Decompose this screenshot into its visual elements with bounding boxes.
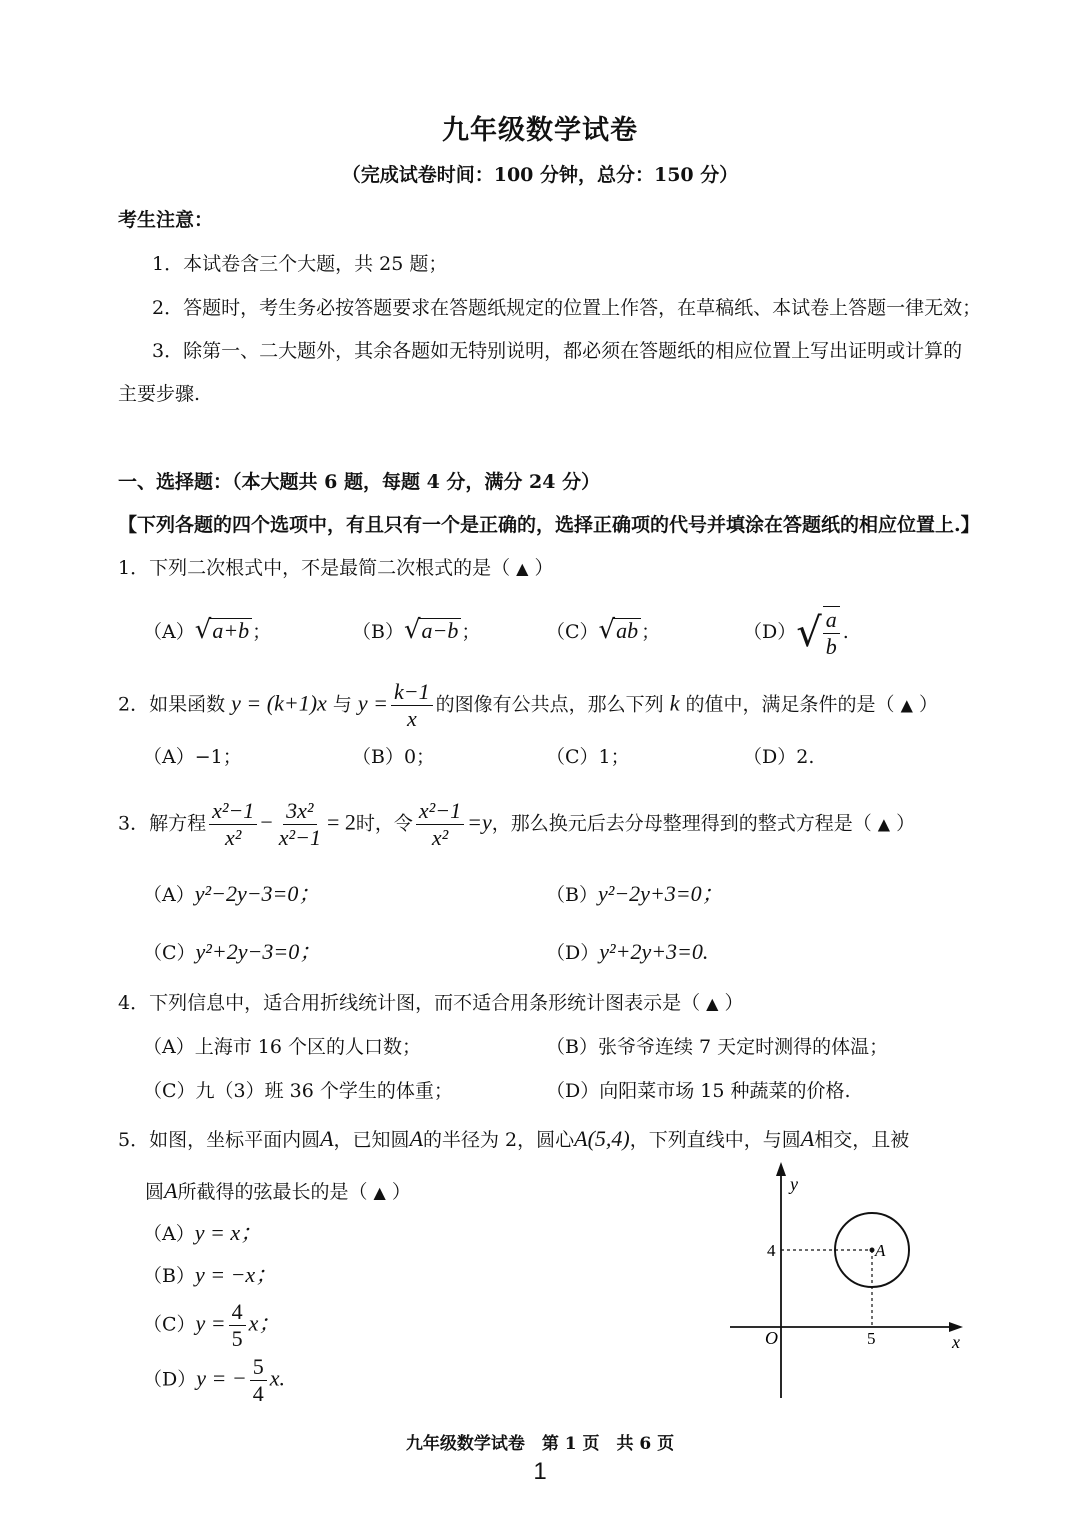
notice-heading: 考生注意： (118, 209, 214, 231)
q2-option-d: （D）2. (743, 746, 815, 768)
question-2-stem: 2．如果函数 y = (k+1)x 与 y = $\frac{k-1}{x}$ 的图像有公共点，那么下列 k 的值中，满足条件的是（ ▲ ） (118, 679, 938, 731)
q5-option-c: （C）y = $\frac{4}{5}$ x； (143, 1299, 281, 1351)
q3-option-d: （D）y²+2y+3=0. (546, 939, 709, 964)
q4-option-d: （D）向阳菜市场 15 种蔬菜的价格. (546, 1080, 851, 1102)
y-axis-label: y (790, 1174, 798, 1194)
coordinate-figure (725, 1160, 970, 1405)
notice-item-2: 2．答题时，考生务必按答题要求在答题纸规定的位置上作答，在草稿纸、本试卷上答题一律无效； (152, 297, 982, 319)
origin-label: O (765, 1328, 778, 1348)
q4-option-a: （A）上海市 16 个区的人口数； (143, 1036, 421, 1058)
y-tick-label: 4 (767, 1241, 776, 1260)
q2-option-a: （A）−1； (143, 746, 242, 768)
q4-option-b: （B）张爷爷连续 7 天定时测得的体温； (546, 1036, 889, 1058)
q1-option-a: （A）√a+b ； (143, 615, 272, 645)
q2-option-c: （C）1； (546, 746, 630, 768)
q1-option-d: （D）√ $\frac{a}{b}$ . (743, 607, 849, 659)
answer-mark: ▲ (877, 814, 891, 834)
q5-option-a: （A）y = x； (143, 1220, 263, 1245)
x-axis-arrow (949, 1322, 963, 1332)
q4-option-c: （C）九（3）班 36 个学生的体重； (143, 1080, 453, 1102)
answer-mark: ▲ (900, 695, 913, 715)
question-3-stem: 3．解方程 $\frac{\text{x²−1}}{\text{x²}}$ − $\frac{\text{3x²}}{\text{x²−1}}$ = 2时，令 $\frac{\text{x²−1}}{\text{x²}}$ =y，那么换元后去分母整理得到的整式方程是（ ▲ ） (118, 798, 916, 850)
answer-mark: ▲ (516, 559, 529, 578)
question-1-stem: 1．下列二次根式中，不是最简二次根式的是（ ▲ ） (118, 557, 554, 579)
q1-option-b: （B）√a−b ； (352, 615, 481, 645)
question-5-stem-line2: 圆A所截得的弦最长的是（ ▲ ） (145, 1178, 411, 1203)
notice-item-3-cont: 主要步骤. (118, 383, 201, 405)
q5-option-b: （B）y = −x； (143, 1262, 278, 1287)
notice-item-1: 1．本试卷含三个大题，共 25 题； (152, 253, 448, 275)
page-title: 九年级数学试卷 (442, 115, 638, 146)
q3-option-b: （B）y²−2y+3=0； (546, 881, 724, 906)
section-heading: 一、选择题：（本大题共 6 题，每题 4 分，满分 24 分） (118, 471, 601, 493)
q5-option-d: （D）y = − $\frac{5}{4}$ x. (143, 1354, 285, 1406)
section-instruction: 【下列各题的四个选项中，有且只有一个是正确的，选择正确项的代号并填涂在答题纸的相应位置上.】 (118, 514, 980, 536)
page-footer: 九年级数学试卷 第 1 页 共 6 页 (405, 1434, 675, 1454)
page-subtitle: （完成试卷时间：100 分钟，总分：150 分） (341, 164, 739, 186)
answer-mark: ▲ (706, 994, 719, 1013)
x-axis-label: x (952, 1332, 960, 1352)
notice-item-3: 3．除第一、二大题外，其余各题如无特别说明，都必须在答题纸的相应位置上写出证明或计算的 (152, 340, 963, 362)
y-axis-arrow (776, 1162, 786, 1176)
q3-option-c: （C）y²+2y−3=0； (143, 939, 322, 964)
question-5-stem-line1: 5．如图，坐标平面内圆A，已知圆A的半径为 2，圆心A(5,4)，下列直线中，与圆A相交，且被 (118, 1126, 910, 1151)
page-number: 1 (533, 1458, 547, 1485)
q2-option-b: （B）0； (352, 746, 436, 768)
q1-option-c: （C）√ab ； (546, 615, 661, 645)
answer-mark: ▲ (373, 1183, 386, 1202)
point-label: A (875, 1241, 886, 1260)
x-tick-label: 5 (867, 1329, 876, 1348)
question-4-stem: 4．下列信息中，适合用折线统计图，而不适合用条形统计图表示是（ ▲ ） (118, 992, 744, 1014)
q3-option-a: （A）y²−2y−3=0； (143, 881, 321, 906)
